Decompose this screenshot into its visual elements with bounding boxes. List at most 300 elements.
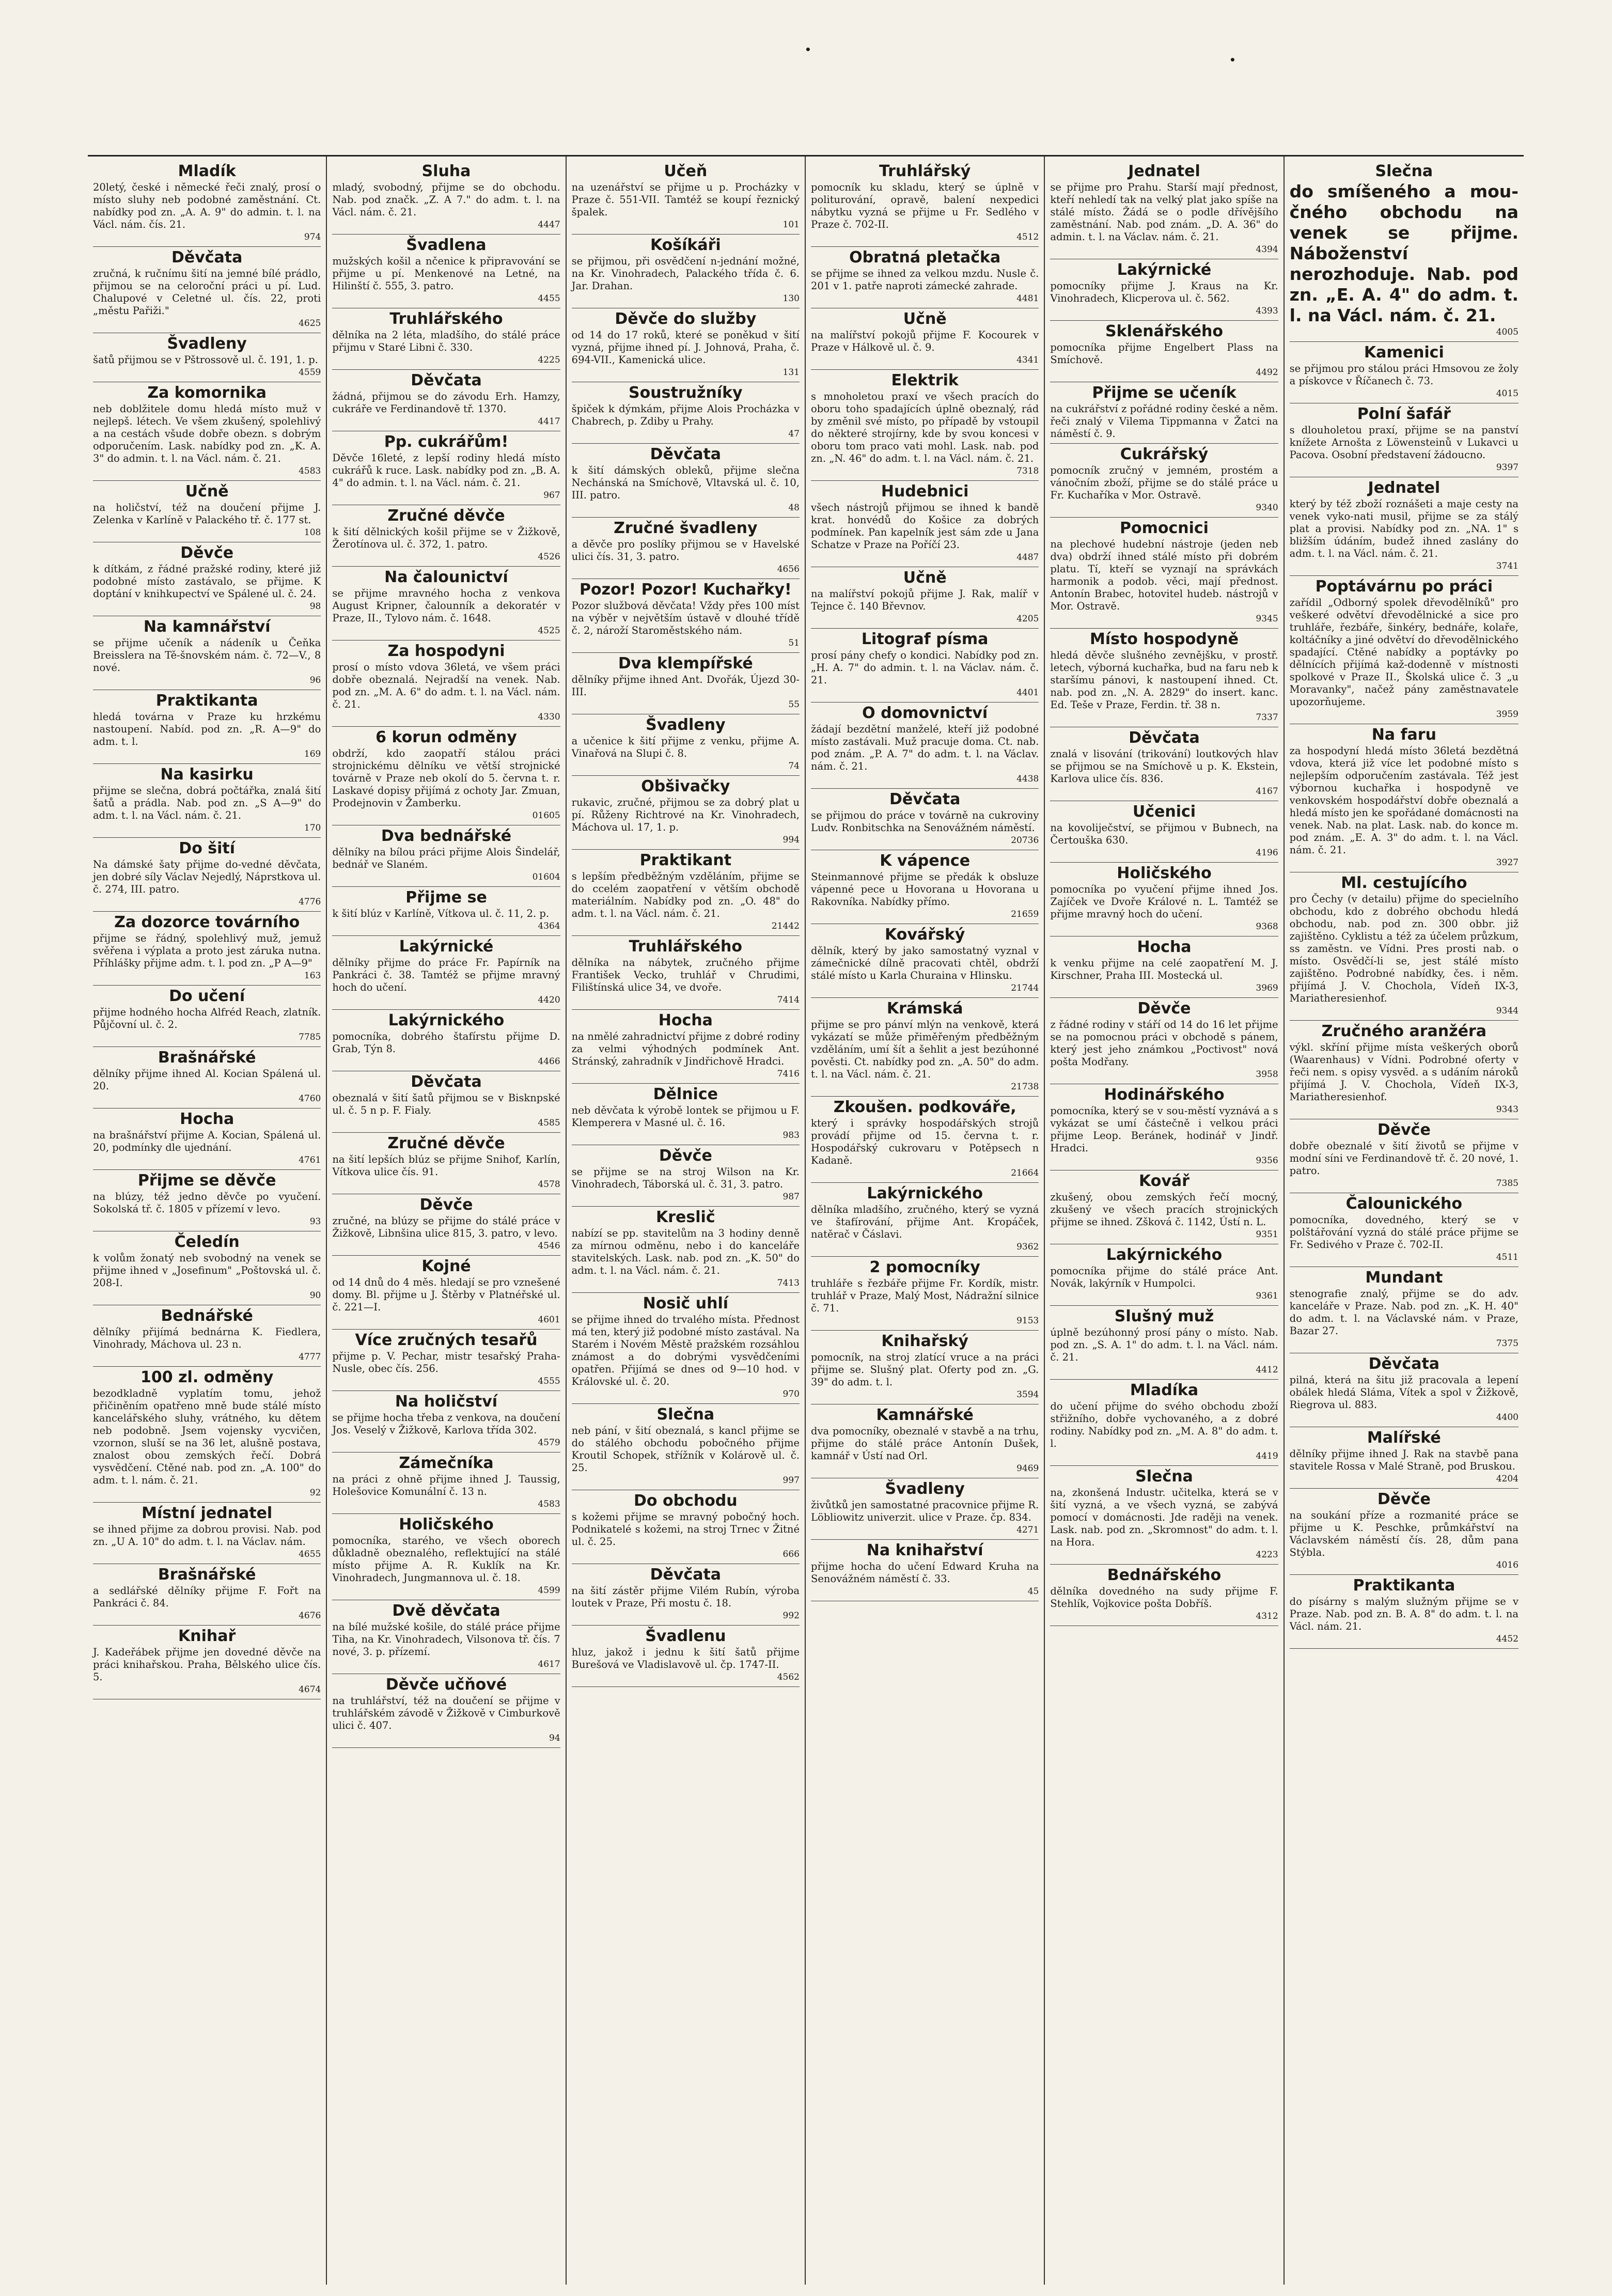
ad-code: 47 bbox=[788, 429, 800, 439]
ad-code: 48 bbox=[788, 503, 800, 513]
classified-ad bbox=[332, 431, 560, 505]
ad-text: k dítkám, z řádné pražské rodiny, které již podobné místo zastávalo, se přijme. K doptání v knihkupectví ve Spálené ul. č. 24. bbox=[93, 563, 321, 600]
ad-text: do smíšeného a mou-čného obchodu na venek se přijme. Náboženství nerozhoduje. Nab. pod zn. „E. A. 4" do adm. t. l. na Václ. nám. č. 21. bbox=[1289, 181, 1519, 325]
ad-text: hledá děvče slušného zevnějšku, v prostř. letech, výborná kuchařka, bud na faru neb k staršímu pánovi, k nastoupení ihned. Ct. nab. pod zn. „N. A. 2829" do insert. kanc. Ed. Teše v Praze, Ferdin. tř. 38 n. bbox=[1050, 649, 1278, 711]
ad-code: 4562 bbox=[777, 1672, 800, 1682]
ad-text: za hospodyní hledá místo 36letá bezdětná vdova, která již více let podobné místo s nejlepším odporučením zastávala. Též jest výbornou kuchařka i hospodyně ve venkovském hospodářství dobře obeznalá a hledá místo jen ke spořádané domácnosti na venek. Nab. na plat. Lask. nab. do konce m. pod znám. „E. A. 3" do adm. t. l. na Václ. nám. č. 21. bbox=[1289, 745, 1519, 856]
ad-text: se přijmou do práce v továrně na cukroviny Ludv. Ronbitschka na Senovážném náměstí. bbox=[811, 809, 1039, 834]
ad-heading: Jednatel bbox=[1128, 162, 1200, 180]
ad-code: 4585 bbox=[538, 1118, 560, 1128]
ad-code: 51 bbox=[788, 638, 800, 648]
classified-ad bbox=[811, 1478, 1039, 1540]
ad-heading: 2 pomocníky bbox=[869, 1258, 980, 1276]
ad-text: dělníky přijme ihned J. Rak na stavbě pana stavitele Rossa v Malé Straně, pod Bruskou. bbox=[1289, 1448, 1519, 1472]
ad-code: 9344 bbox=[1496, 1006, 1519, 1016]
ad-code: 4419 bbox=[1256, 1451, 1278, 1461]
classified-ad bbox=[572, 308, 800, 382]
classified-ad bbox=[572, 1084, 800, 1145]
ad-heading: Na faru bbox=[1371, 726, 1436, 744]
ad-heading: Hocha bbox=[1137, 938, 1192, 956]
ad-heading: Přijme se bbox=[405, 888, 487, 907]
ad-text: k šití dělnických košil přijme se v Žižkově, Žerotínova ul. č. 372, 1. patro. bbox=[332, 526, 560, 550]
ad-heading: Zámečníka bbox=[399, 1454, 494, 1472]
ad-text: dělníka na 2 léta, mladšího, do stálé práce přijmu v Staré Libni č. 330. bbox=[332, 329, 560, 353]
ad-text: pro Čechy (v detailu) přijme do specielního obchodu, kdo z dobrého obchodu hledá obchodu, nab. pod zn. 300 obbr. již zajištěno. Cyklistu a též za účelem průzkum, ss zaměstn. ve Vídni. Pres prosti nab. o místo. Osvědčí-li se, jest stálé místo zajištěno. Podrobné nabídky, čes. i něm. přijímá J. V. Chochola, Vídeň IX-3, Mariatheresienhof. bbox=[1289, 893, 1519, 1004]
ad-heading: Švadleny bbox=[646, 716, 726, 734]
ad-code: 7385 bbox=[1496, 1178, 1519, 1189]
ad-text: prosí o místo vdova 36letá, ve všem práci dobře obeznalá. Nejradší na venek. Nab. pod zn. „M. A. 6" do adm. t. l. na Václ. nám. č. 21. bbox=[332, 661, 560, 710]
classified-ad bbox=[572, 850, 800, 936]
classified-ad bbox=[1050, 161, 1278, 259]
classified-ad bbox=[93, 1047, 321, 1108]
ad-heading: Děvčata bbox=[1368, 1355, 1440, 1373]
ad-code: 4447 bbox=[538, 220, 560, 230]
ad-heading: Poptávárnu po práci bbox=[1315, 577, 1493, 596]
classified-ad bbox=[811, 1331, 1039, 1404]
ad-heading: Lakýrnického bbox=[388, 1011, 505, 1029]
classified-ad bbox=[572, 1207, 800, 1293]
ad-heading: Zručné děvče bbox=[387, 507, 505, 525]
ad-code: 131 bbox=[782, 367, 800, 378]
ad-heading: Praktikant bbox=[639, 851, 732, 869]
ad-text: a učenice k šití přijme z venku, přijme A. Vinařová na Slupi č. 8. bbox=[571, 735, 800, 759]
classified-ad bbox=[332, 825, 560, 887]
ad-text: dělníky přijme ihned Ant. Dvořák, Újezd 30-III. bbox=[571, 674, 800, 698]
ad-text: na malířství pokojů přijme F. Kocourek v Praze v Hálkově ul. č. 9. bbox=[811, 329, 1039, 353]
classified-ad bbox=[93, 333, 321, 382]
ad-heading: Mladíka bbox=[1130, 1381, 1199, 1399]
ad-text: pomocník zručný v jemném, prostém a vánočním zboží, přijme se do stálé práce u Fr. Kuchaříka v Mor. Ostravě. bbox=[1050, 464, 1278, 501]
ad-heading: Kovář bbox=[1139, 1172, 1190, 1190]
ad-text: šatů přijmou se v Pštrossově ul. č. 191, 1. p. bbox=[93, 354, 318, 366]
classified-ad bbox=[1050, 259, 1278, 321]
ad-heading: Kojné bbox=[421, 1257, 471, 1275]
ad-text: od 14 do 17 roků, které se poněkud v šití vyzná, přijme ihned pí. J. Johnová, Praha, č. 694-VII., Kamenická ulice. bbox=[571, 329, 800, 366]
ad-heading: 100 zl. odměny bbox=[140, 1368, 274, 1386]
classified-ad bbox=[332, 1600, 560, 1674]
ad-text: přijme se slečna, dobrá počtářka, znalá šití šatů a prádla. Nab. pod zn. „S A—9" do adm. t. l. na Václ. nám. č. 21. bbox=[93, 785, 321, 821]
ad-code: 974 bbox=[304, 232, 321, 242]
ad-code: 9351 bbox=[1256, 1229, 1278, 1240]
ad-text: hluz, jakož i jednu k šití šatů přijme Burešová ve Vladislavově ul. čp. 1747-II. bbox=[571, 1646, 800, 1670]
ad-code: 4420 bbox=[538, 995, 560, 1005]
ad-heading: Čalounického bbox=[1345, 1195, 1463, 1213]
classified-ad bbox=[93, 1108, 321, 1170]
ad-heading: Hocha bbox=[658, 1011, 713, 1029]
ad-code: 4196 bbox=[1256, 848, 1278, 858]
ad-code: 21442 bbox=[771, 921, 800, 931]
ad-code: 4412 bbox=[1256, 1365, 1278, 1375]
ad-heading: Lakýrnické bbox=[399, 938, 494, 956]
ad-code: 4341 bbox=[1016, 355, 1039, 365]
classified-ad bbox=[1290, 576, 1519, 724]
classified-ad bbox=[1290, 161, 1519, 342]
ad-text: neb doblžitele domu hledá místo muž v nejlepš. létech. Ve všem zkušený, spolehlivý a na cestách všude dobře obezn. s dobrým odporučením. Lask. nabídky pod zn. „K. A. 3" do admin. t. l. na Václ. nám. č. 21. bbox=[93, 403, 321, 464]
ad-text: obdrží, kdo zaopatří stálou práci strojnickému dělníku ve větší strojnické továrně v Praze neb okolí do 5. června t. r. Laskavé dopisy přijímá z ochoty Jar. Zmuan, Prodejnovin v Žamberku. bbox=[332, 747, 560, 809]
ad-code: 967 bbox=[543, 490, 560, 501]
classified-ad bbox=[811, 308, 1039, 370]
ad-text: s lepším předběžným vzděláním, přijme se do ccelém zaopatření v větším obchodě materiálním. Nabídky pod zn. „O. 48" do adm. t. l. na Václ. nám. č. 21. bbox=[571, 870, 800, 919]
classified-ad bbox=[93, 1367, 321, 1503]
ad-code: 9153 bbox=[1016, 1316, 1039, 1326]
ad-heading: Krámská bbox=[886, 999, 963, 1018]
classified-ad bbox=[1050, 1306, 1278, 1380]
ad-text: zařídil „Odborný spolek dřevodělníků" pro veškeré odvětví dřevodělnické a sice pro truhláře, řezbáře, šinkéry, bednáře, kolaře, koltáčníky a jiné odvětví do dřevodělnického spadající. Ctěné nabídky a poptávky po dělnících přijímá kaž-dodenně v místnosti spolkové v Praze II., Školská ulice č. 3 „u Moravanky", načež pány zaměstnavatele upozorňujeme. bbox=[1289, 597, 1519, 708]
classified-ad bbox=[93, 1170, 321, 1231]
ad-text: z řádné rodiny v stáří od 14 do 16 let přijme se na pomocnou práci v obchodě s pánem, který jest jeho známkou „Poctivost" nová pošta Modřany. bbox=[1050, 1019, 1278, 1068]
ad-heading: Učenici bbox=[1132, 803, 1196, 821]
ad-heading: Holičského bbox=[1117, 864, 1212, 882]
ad-heading: Místo hospodyně bbox=[1089, 630, 1239, 648]
ad-text: znalá v lisování (trikování) loutkových hlav se přijmou se na Smíchově u p. K. Ekstein, Karlova ulice čís. 836. bbox=[1050, 748, 1278, 785]
ad-heading: Sluha bbox=[421, 162, 471, 180]
ad-code: 4016 bbox=[1496, 1560, 1519, 1570]
classified-ad bbox=[93, 1626, 321, 1699]
ad-code: 4015 bbox=[1496, 388, 1519, 399]
ad-heading: Kamenici bbox=[1364, 343, 1444, 362]
classified-ad bbox=[93, 616, 321, 690]
ad-code: 3958 bbox=[1256, 1069, 1278, 1080]
classified-ad bbox=[93, 838, 321, 912]
ad-text: přijme p. V. Pechar, mistr tesařský Praha-Nusle, obec čís. 256. bbox=[332, 1350, 560, 1375]
classified-ad bbox=[572, 579, 800, 653]
ad-heading: Jednatel bbox=[1368, 479, 1441, 497]
ad-code: 9368 bbox=[1256, 921, 1278, 932]
ad-heading: Knihařský bbox=[881, 1332, 968, 1350]
ad-text: se přijmou, při osvědčení n-jednání možné, na Kr. Vinohradech, Palackého třída č. 6. Jar. Drahan. bbox=[571, 255, 800, 292]
ad-code: 4364 bbox=[538, 921, 560, 931]
classified-ad bbox=[811, 850, 1039, 924]
classified-ad bbox=[1050, 382, 1278, 444]
ad-text: 20letý, české i německé řeči znalý, prosí o místo sluhy neb podobné zaměstnání. Ct. nabídky pod zn. „A. A. 9" do admin. t. l. na Václ. nám. čís. 21. bbox=[93, 181, 321, 230]
ad-text: rukavic, zručné, přijmou se za dobrý plat u pí. Růženy Richtrové na Kr. Vinohradech, Máchova ul. 17, 1. p. bbox=[571, 796, 800, 833]
ad-text: se ihned přijme za dobrou provisi. Nab. pod zn. „U A. 10" do adm. t. l. na Václav. nám. bbox=[93, 1523, 321, 1548]
ad-text: na práci z ohně přijme ihned J. Taussig, Holešovice Komunální č. 13 n. bbox=[332, 1473, 560, 1497]
ad-heading: Děvčata bbox=[411, 1073, 482, 1091]
ad-code: 9361 bbox=[1256, 1291, 1278, 1301]
ad-text: dělníka na nábytek, zručného přijme František Vecko, truhlář v Chrudimi, Filištínská ulice 34, ve dvoře. bbox=[571, 957, 800, 993]
ad-heading: K vápence bbox=[880, 852, 971, 870]
classified-ad bbox=[1050, 727, 1278, 801]
ad-heading: Obratná pletačka bbox=[849, 248, 1001, 267]
classified-ad bbox=[572, 1404, 800, 1490]
classified-ad bbox=[332, 1514, 560, 1600]
ad-heading: Na holičství bbox=[395, 1393, 498, 1411]
ad-text: se přijmou pro stálou práci Hmsovou ze žoly a pískovce v Říčanech č. 73. bbox=[1289, 363, 1519, 387]
ad-heading: Slečna bbox=[1135, 1467, 1193, 1486]
ad-heading: Hocha bbox=[180, 1110, 234, 1128]
classified-ad bbox=[572, 235, 800, 308]
classified-ad bbox=[811, 789, 1039, 850]
ad-text: na uzenářství se přijme u p. Procházky v Praze č. 551-VII. Tamtéž se koupí řeznický špalek. bbox=[571, 181, 800, 218]
ad-text: se přijme se na stroj Wilson na Kr. Vinohradech, Táborská ul. č. 31, 3. patro. bbox=[571, 1166, 800, 1190]
classified-ad bbox=[811, 1097, 1039, 1183]
ad-code: 666 bbox=[782, 1549, 800, 1559]
classified-ad bbox=[811, 998, 1039, 1097]
page-mark-right: • bbox=[1229, 54, 1236, 66]
ad-heading: Soustružníky bbox=[629, 384, 743, 402]
ad-heading: Mladík bbox=[178, 162, 236, 180]
ad-code: 98 bbox=[309, 601, 321, 612]
ad-text: na truhlářství, též na doučení se přijme v truhlářském závodě v Žižkově v Cimburkově ulici č. 407. bbox=[332, 1695, 560, 1731]
ad-text: se přijme pro Prahu. Starší mají přednost, kteří nehledí tak na velký plat jako spíše na stálé místo. Žádá se o podle dřívějšího zaměstnání. Nab. pod znám. „D. A. 36" do admin. t. l. na Václav. nám. č. 21. bbox=[1050, 181, 1278, 243]
classified-ad bbox=[811, 924, 1039, 998]
ad-text: dělníky přijme do práce Fr. Papírník na Pankráci č. 38. Tamtéž se přijme mravný hoch do učení. bbox=[332, 957, 560, 993]
ad-heading: Více zručných tesařů bbox=[355, 1331, 538, 1349]
ad-text: truhláře s řezbáře přijme Fr. Kordík, mistr. truhlář v Praze, Malý Most, Nádražní silnice č. 71. bbox=[811, 1277, 1039, 1314]
ad-text: přijme hodného hocha Alfréd Reach, zlatník. Půjčovní ul. č. 2. bbox=[93, 1006, 321, 1030]
ad-heading: Děvčata bbox=[1129, 729, 1200, 747]
ad-code: 4555 bbox=[538, 1376, 560, 1386]
classified-ad bbox=[332, 727, 560, 825]
ad-code: 4656 bbox=[777, 564, 800, 574]
ad-text: do učení přijme do svého obchodu zboží střižního, dobře vychovaného, a z dobré rodiny. Nabídky pod zn. „M. A. 8" do adm. t. l. bbox=[1050, 1400, 1278, 1449]
classified-ad bbox=[1050, 518, 1278, 629]
ad-code: 4674 bbox=[299, 1684, 321, 1695]
classified-ad bbox=[1050, 629, 1278, 727]
ad-code: 7416 bbox=[777, 1069, 800, 1079]
ad-heading: Malířské bbox=[1367, 1429, 1441, 1447]
ad-heading: Přijme se učeník bbox=[1092, 384, 1237, 402]
ad-code: 983 bbox=[782, 1130, 800, 1141]
ad-heading: Truhlářský bbox=[879, 162, 971, 180]
ad-code: 3594 bbox=[1016, 1389, 1039, 1400]
ad-code: 7337 bbox=[1256, 712, 1278, 723]
ad-code: 4492 bbox=[1256, 367, 1278, 378]
classified-ad bbox=[93, 382, 321, 481]
ad-text: prosí pány chefy o kondici. Nabídky pod zn. „H. A. 7" do admin. t. l. na Václav. nám. č. 21. bbox=[811, 649, 1039, 686]
ad-heading: Čeledín bbox=[174, 1233, 240, 1251]
ad-heading: Bednářské bbox=[161, 1307, 253, 1325]
ad-text: na bílé mužské košile, do stálé práce přijme Tiha, na Kr. Vinohradech, Vilsonova tř. čís. 7 nové, 3. p. přízemí. bbox=[332, 1621, 560, 1658]
ad-heading: Brašnářské bbox=[158, 1049, 256, 1067]
classified-ad bbox=[811, 1540, 1039, 1601]
ad-heading: Kovářský bbox=[885, 926, 965, 944]
ad-text: všech nástrojů přijmou se ihned k bandě krat. honvédů do Košice za dobrých podmínek. Pan kapelník jest sám zde u Jana Schatze v Praze na Poříčí 23. bbox=[811, 502, 1039, 551]
ad-code: 21659 bbox=[1011, 909, 1039, 919]
ad-code: 4393 bbox=[1256, 306, 1278, 316]
classified-ad bbox=[811, 1257, 1039, 1331]
ad-code: 7414 bbox=[777, 995, 800, 1005]
ad-column-6 bbox=[1285, 157, 1524, 2285]
ad-heading: Lakýrnického bbox=[1106, 1246, 1223, 1264]
ad-text: neb pání, v šití obeznalá, s kancl přijme se do stálého obchodu pobočného přijme Kroutil Schopek, střížník v Kolárově ul. č. 25. bbox=[571, 1425, 800, 1474]
ad-code: 4579 bbox=[538, 1438, 560, 1448]
ad-code: 4625 bbox=[299, 318, 321, 329]
ad-heading: Děvče učňové bbox=[385, 1676, 507, 1694]
classified-ad bbox=[1290, 1575, 1519, 1649]
ad-code: 96 bbox=[309, 675, 321, 685]
ad-text: na brašnářství přijme A. Kocian, Spálená ul. 20, podmínky dle ujednání. bbox=[93, 1129, 321, 1153]
classified-ad bbox=[93, 1231, 321, 1305]
ad-text: dělníka dovedného na sudy přijme F. Stehlík, Vojkovice pošta Dobříš. bbox=[1050, 1585, 1278, 1610]
ad-text: od 14 dnů do 4 měs. hledají se pro vznešené domy. Bl. přijme u J. Štěrby v Platnéřské ul. č. 221—I. bbox=[332, 1276, 560, 1313]
ad-heading: Hudebnici bbox=[881, 482, 969, 501]
ad-code: 987 bbox=[782, 1192, 800, 1202]
ad-text: bezodkladně vyplatím tomu, jehož přičiněním opatřeno mně bude stálé místo kancelářského sluhy, vrátného, ku dětem neb podobně. Jsem vojensky vycvičen, vzornon, sluší se na 36 let, alušně postava, znalost obou zemských řečí. Dobrá vysvědčení. Ctěné nab. pod zn. „A. 100" do adm. t. l. nám. č. 21. bbox=[93, 1387, 321, 1486]
ad-text: Děvče 16leté, z lepší rodiny hledá místo cukrářů k ruce. Lask. nabídky pod zn. „B. A. 4" do admin. t. l. na Václ. nám. č. 21. bbox=[332, 452, 560, 489]
ad-heading: Děvče bbox=[419, 1196, 473, 1214]
ad-text: se přijme mravného hocha z venkova August Kripner, čalounník a dekoratér v Praze, II., Tylovo nám. č. 1648. bbox=[332, 587, 560, 624]
ad-code: 130 bbox=[782, 293, 800, 304]
ad-code: 9343 bbox=[1496, 1104, 1519, 1115]
ad-text: na cukrářství z pořádné rodiny české a něm. řeči znalý v Vilema Tippmanna v Žatci na náměstí č. 9. bbox=[1050, 403, 1278, 440]
ad-code: 4583 bbox=[299, 466, 321, 476]
ad-code: 4330 bbox=[538, 712, 560, 722]
ad-text: pomocníka přijme do stálé práce Ant. Novák, lakýrník v Humpolci. bbox=[1050, 1265, 1278, 1289]
classified-ad bbox=[572, 714, 800, 776]
ad-text: s mnoholetou praxí ve všech pracích do oboru toho spadajících úplně obeznalý, rád by změnil své místo, po případě by vstoupil do některé strojírny, kde by svou koncesi v oboru tom praco vati mohl. Lask. nab. pod zn. „N. 46" do adm. t. l. na Václ. nám. č. 21. bbox=[811, 391, 1039, 464]
ad-text: k šití dámských obleků, přijme slečna Nechánská na Smíchově, Vltavská ul. č. 10, III. patro. bbox=[571, 464, 800, 501]
ad-code: 170 bbox=[304, 823, 321, 833]
ad-heading: Švadleny bbox=[167, 335, 247, 353]
ad-heading: Za dozorce továrního bbox=[114, 913, 300, 931]
ad-text: žádná, přijmou se do závodu Erh. Hamzy, cukráře ve Ferdinandově tř. 1370. bbox=[332, 391, 560, 415]
ad-text: na kovoliječství, se přijmou v Bubnech, na Čertouška 630. bbox=[1050, 822, 1278, 846]
ad-text: pomocníka, který se v sou-městí vyznává a s vykázat se umí částečně i velkou práci přijme Leop. Beránek, hodinář v Jindř. Hradci. bbox=[1050, 1105, 1278, 1154]
ad-heading: Děvče bbox=[1377, 1490, 1431, 1508]
ad-code: 21664 bbox=[1011, 1168, 1039, 1178]
ad-code: 93 bbox=[309, 1216, 321, 1227]
ad-code: 3741 bbox=[1496, 561, 1519, 571]
classified-ad bbox=[811, 702, 1039, 789]
ad-code: 20736 bbox=[1011, 835, 1039, 846]
ad-code: 4601 bbox=[538, 1315, 560, 1325]
ad-heading: Slečna bbox=[656, 1405, 715, 1424]
ad-text: pomocníka, dobrého štafírstu přijme D. Grab, Týn 8. bbox=[332, 1030, 560, 1055]
ad-text: obeznalá v šití šatů přijmou se v Bisknpské ul. č. 5 n p. F. Fialy. bbox=[332, 1092, 560, 1116]
ad-code: 4487 bbox=[1016, 552, 1039, 563]
classified-ad bbox=[1050, 1170, 1278, 1244]
ad-heading: Kamnářské bbox=[876, 1406, 974, 1424]
ad-heading: Na kamnářství bbox=[143, 618, 271, 636]
classified-ad bbox=[1050, 1565, 1278, 1626]
ad-code: 163 bbox=[304, 971, 321, 981]
ad-heading: Zručné děvče bbox=[387, 1134, 505, 1152]
ad-heading: Truhlářského bbox=[629, 938, 742, 956]
classified-ad bbox=[811, 1404, 1039, 1478]
ad-code: 4583 bbox=[538, 1499, 560, 1509]
ad-heading: Zručného aranžéra bbox=[1321, 1022, 1486, 1040]
ad-text: který i správky hospodářských strojů provádí přijme od 15. června t. r. Hospodářský cukrovaru v Potěpsech n Kadaně. bbox=[811, 1117, 1039, 1166]
classified-ad bbox=[572, 1626, 800, 1687]
ad-heading: Polní šafář bbox=[1357, 405, 1451, 423]
ad-text: Pozor službová děvčata! Vždy přes 100 míst na výběr v největším ústavě v dlouhé třídě č. 2, nároží Staroměstského nám. bbox=[571, 600, 800, 636]
classified-ad bbox=[1050, 321, 1278, 382]
ad-code: 4401 bbox=[1016, 688, 1039, 698]
ad-text: s kožemi přijme se mravný pobočný hoch. Podnikatelé s kožemi, na stroj Trnec v Žitné ul. č. 25. bbox=[571, 1511, 800, 1548]
ad-code: 4205 bbox=[1016, 614, 1039, 624]
ad-heading: Dvě děvčata bbox=[392, 1602, 500, 1620]
ad-heading: Děvčata bbox=[889, 790, 961, 808]
ad-heading: Místní jednatel bbox=[142, 1504, 273, 1522]
classified-ad bbox=[93, 1305, 321, 1367]
ad-text: mužských košil a nčenice k připravování se přijme u pí. Menkenové na Letné, na Hilinští č. 555, 3. patro. bbox=[332, 255, 560, 292]
ad-heading: Zručné švadleny bbox=[614, 519, 758, 537]
ad-code: 970 bbox=[782, 1389, 800, 1399]
ad-code: 9340 bbox=[1256, 503, 1278, 513]
ad-text: přijme se pro pánví mlýn na venkově, která vykázatí se může přiměřeným předběžným vzděláním, umí šít a šehlit a jest bezúhonné pověsti. Ct. nabídky pod zn. „A. 50" do adm. t. l. na Václ. nám. č. 21. bbox=[811, 1019, 1039, 1080]
ad-text: žádají bezdětní manželé, kteří již podobné místo zastávali. Muž pracuje doma. Ct. nab. pod znám. „P. A. 7" do adm. t. l. na Václav. nám. č. 21. bbox=[811, 723, 1039, 772]
ad-code: 4005 bbox=[1496, 327, 1519, 337]
ad-text: na šití zástěr přijme Vilém Rubín, výroba loutek v Praze, Při mostu č. 18. bbox=[571, 1585, 800, 1609]
classified-ad bbox=[93, 481, 321, 542]
ad-code: 4400 bbox=[1496, 1412, 1519, 1423]
ad-column-2 bbox=[327, 157, 566, 2285]
ad-text: na blúzy, též jedno děvče po vyučení. Sokolská tř. č. 1805 v přízemí v levo. bbox=[93, 1191, 321, 1215]
classified-ad bbox=[572, 776, 800, 850]
classified-ad bbox=[1050, 1466, 1278, 1565]
ad-text: pomocníka přijme Engelbert Plass na Smíchově. bbox=[1050, 341, 1278, 366]
ad-heading: Děvče bbox=[1137, 999, 1191, 1018]
classified-ad bbox=[1290, 1119, 1519, 1193]
classified-ad bbox=[332, 1674, 560, 1748]
ad-heading: Za komornika bbox=[147, 384, 267, 402]
ad-code: 4466 bbox=[538, 1056, 560, 1067]
classified-ads-page bbox=[88, 155, 1524, 2285]
ad-code: 9345 bbox=[1256, 614, 1278, 624]
ad-text: který by též zboží roznášeti a maje cesty na venek vyko-nati musil, přijme se za stálý plat a provisi. Nabídky pod zn. „NA. 1" s bližším údáním, budež ihned zaslány do adm. t. l. na Václ. nám. č. 21. bbox=[1289, 498, 1519, 559]
ad-code: 4204 bbox=[1496, 1474, 1519, 1484]
ad-heading: Za hospodyni bbox=[387, 642, 505, 660]
ad-code: 4223 bbox=[1256, 1550, 1278, 1560]
ad-heading: Litograf písma bbox=[861, 630, 989, 648]
ad-text: k venku přijme na celé zaopatření M. J. Kirschner, Praha III. Mostecká ul. bbox=[1050, 957, 1278, 981]
classified-ad bbox=[1050, 936, 1278, 998]
ad-heading: Dělnice bbox=[653, 1085, 718, 1103]
ad-text: na šití lepších blúz se přijme Snihof, Karlín, Vítkova ulice čís. 91. bbox=[332, 1153, 560, 1178]
ad-text: J. Kadeřábek přijme jen dovedné děvče na práci knihařskou. Praha, Bělského ulice čís. 5. bbox=[93, 1646, 321, 1683]
ad-code: 4167 bbox=[1256, 786, 1278, 796]
ad-heading: Mundant bbox=[1365, 1269, 1443, 1287]
ad-heading: Učeň bbox=[664, 162, 708, 180]
ad-code: 4546 bbox=[538, 1241, 560, 1251]
ad-heading: Švadleny bbox=[885, 1480, 965, 1498]
ad-text: špiček k dýmkám, přijme Alois Procházka v Chabrech, p. Zdiby u Prahy. bbox=[571, 403, 800, 427]
ad-text: k volům žonatý neb svobodný na venek se přijme ihned v „Josefinum" „Poštovská ul. č. 208-I. bbox=[93, 1252, 321, 1289]
classified-ad bbox=[811, 629, 1039, 702]
ad-heading: Dva klempířské bbox=[618, 654, 753, 673]
ad-code: 92 bbox=[309, 1488, 321, 1498]
ad-code: 169 bbox=[304, 749, 321, 759]
ad-heading: Děvče bbox=[180, 544, 234, 562]
ad-text: stenografie znalý, přijme se do adv. kanceláře v Praze. Nab. pod zn. „K. H. 40" do adm. t. l. na Václavské nám. v Praze, Bazar 27. bbox=[1289, 1288, 1519, 1337]
ad-text: se přijme hocha třeba z venkova, na doučení Jos. Veselý v Žižkově, Karlova třída 302. bbox=[332, 1412, 560, 1436]
ad-text: dělníky na bílou práci přijme Alois Šindelář, bednář ve Slaném. bbox=[332, 846, 560, 870]
ad-text: dělníka mladšího, zručného, který se vyzná ve štafírování, přijme Ant. Kropáček, natěrač v Čáslavi. bbox=[811, 1204, 1039, 1240]
classified-ad bbox=[811, 481, 1039, 567]
ad-text: na soukání příze a rozmanité práce se přijme u K. Peschke, průmkářství na Václavském náměstí čís. 28, dům pana Stýbla. bbox=[1289, 1509, 1519, 1558]
ad-code: 4777 bbox=[299, 1352, 321, 1362]
ad-text: pomocníka, dovedného, který se v polštářování vyzná do stálé práce přijme se Fr. Sedivého v Praze č. 702-II. bbox=[1289, 1214, 1519, 1251]
ad-heading: O domovnictví bbox=[862, 704, 988, 722]
ad-text: se přijme se ihned za velkou mzdu. Nusle č. 201 v 1. patře naproti zámecké zahrade. bbox=[811, 268, 1039, 292]
classified-ad bbox=[1290, 1021, 1519, 1119]
classified-ad bbox=[811, 370, 1039, 481]
classified-ad bbox=[1290, 403, 1519, 477]
ad-heading: Učně bbox=[185, 482, 229, 501]
ad-text: zručná, k ručnímu šití na jemné bílé prádlo, přijmou se na celoroční práci u pí. Lud. Chalupové v Celetné ul. čís. 22, proti „městu Pařiži." bbox=[93, 268, 321, 317]
ad-heading: Kreslič bbox=[656, 1208, 715, 1226]
ad-code: 4271 bbox=[1016, 1525, 1039, 1535]
ad-heading: Ml. cestujícího bbox=[1341, 874, 1467, 892]
classified-ad bbox=[332, 1391, 560, 1452]
ad-heading: Děvče bbox=[659, 1147, 712, 1165]
ad-code: 101 bbox=[782, 220, 800, 230]
ad-heading: Pomocnici bbox=[1120, 519, 1209, 537]
classified-ad bbox=[1290, 1193, 1519, 1267]
classified-ad bbox=[332, 887, 560, 936]
